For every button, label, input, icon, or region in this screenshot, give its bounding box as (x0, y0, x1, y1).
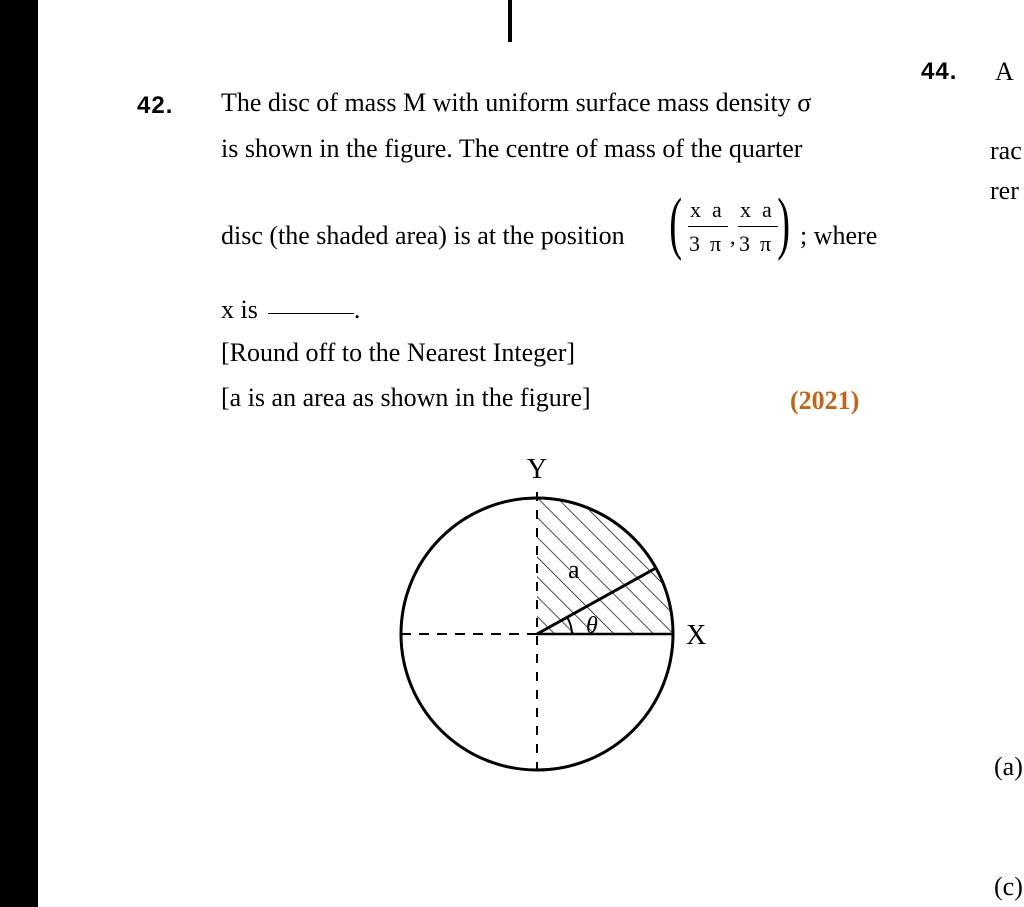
question-line-4 (221, 295, 360, 325)
frac1-den-3: 3 (689, 231, 700, 256)
next-question-number: 44. (921, 58, 958, 85)
question-line-3: disc (the shaded area) is at the position (221, 221, 625, 250)
year-tag: (2021) (790, 386, 860, 415)
right-paren: ) (777, 185, 791, 262)
frac1-num-x: x (690, 197, 701, 222)
frac2-num-x: x (740, 197, 751, 222)
fraction-bar (688, 226, 728, 227)
left-paren: ( (669, 185, 683, 262)
y-axis-label: Y (526, 454, 548, 485)
x-axis-label: X (686, 620, 707, 651)
left-page-edge (0, 0, 38, 907)
top-margin-mark (508, 0, 512, 42)
round-off-note: [Round off to the Nearest Integer] (221, 338, 576, 367)
expr-comma: , (730, 224, 736, 249)
next-question-snippet-2: rac (990, 136, 1022, 165)
area-note: [a is an area as shown in the figure] (221, 383, 591, 412)
question-line-3-end: ; where (800, 221, 878, 250)
disc-figure (390, 450, 750, 780)
option-c: (c) (994, 872, 1023, 901)
question-number: 42. (137, 92, 174, 119)
next-question-snippet-3: rer (990, 176, 1019, 205)
question-line-2: is shown in the figure. The centre of mass of the quarter (221, 134, 803, 163)
line4-period: . (353, 295, 361, 324)
frac2-den-3: 3 (739, 231, 750, 256)
fraction-bar (738, 226, 778, 227)
frac2-den-pi: π (760, 231, 772, 256)
frac2-num-a: a (762, 197, 772, 222)
frac1-den-pi: π (710, 231, 722, 256)
theta-label: θ (586, 613, 598, 639)
frac1-num-a: a (712, 197, 722, 222)
option-a: (a) (994, 752, 1023, 781)
x-is-text: x is (221, 295, 258, 324)
answer-blank[interactable] (268, 311, 354, 314)
next-question-snippet-1: A (995, 57, 1014, 86)
shaded-quarter-disc (537, 498, 673, 634)
area-label: a (568, 555, 580, 584)
question-line-1: The disc of mass M with uniform surface mass density σ (221, 88, 812, 117)
position-expression (669, 185, 800, 266)
